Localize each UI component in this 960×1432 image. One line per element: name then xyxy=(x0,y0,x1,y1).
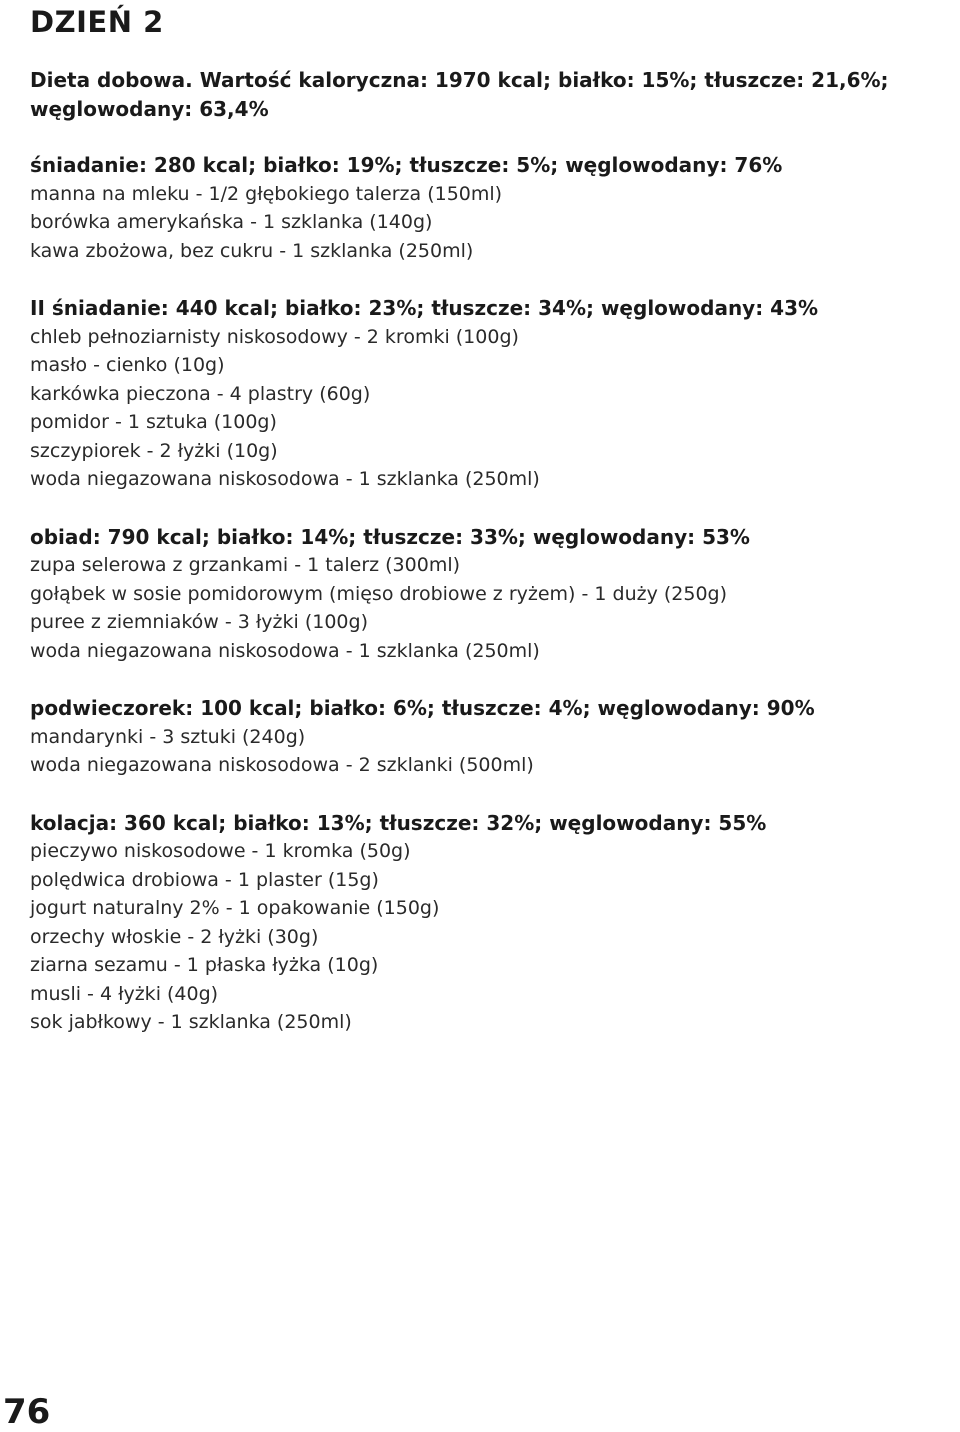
meal-item: puree z ziemniaków - 3 łyżki (100g) xyxy=(30,611,368,633)
meal-second-breakfast xyxy=(30,294,940,494)
meal-item: pomidor - 1 sztuka (100g) xyxy=(30,411,277,433)
meal-item: woda niegazowana niskosodowa - 2 szklanki (500ml) xyxy=(30,754,534,776)
page-number: 76 xyxy=(3,1392,51,1432)
meal-heading: śniadanie: 280 kcal; białko: 19%; tłuszcze: 5%; węglowodany: 76% xyxy=(30,153,783,177)
day-title: DZIEŃ 2 xyxy=(30,5,164,39)
meal-items xyxy=(30,551,940,665)
meal-item: karkówka pieczona - 4 plastry (60g) xyxy=(30,382,371,405)
meal-list xyxy=(30,151,940,1066)
meal-item: ziarna sezamu - 1 płaska łyżka (10g) xyxy=(30,954,379,976)
meal-item: manna na mleku - 1/2 głębokiego talerza (150ml) xyxy=(30,182,503,205)
meal-item: pieczywo niskosodowe - 1 kromka (50g) xyxy=(30,840,411,862)
meal-item: jogurt naturalny 2% - 1 opakowanie (150g) xyxy=(30,897,440,919)
meal-heading: II śniadanie: 440 kcal; białko: 23%; tłuszcze: 34%; węglowodany: 43% xyxy=(30,296,819,320)
meal-item: woda niegazowana niskosodowa - 1 szklanka (250ml) xyxy=(30,639,540,662)
meal-breakfast xyxy=(30,151,940,265)
meal-heading: podwieczorek: 100 kcal; białko: 6%; tłuszcze: 4%; węglowodany: 90% xyxy=(30,696,815,720)
meal-item: mandarynki - 3 sztuki (240g) xyxy=(30,725,306,748)
meal-item: szczypiorek - 2 łyżki (10g) xyxy=(30,439,278,462)
daily-summary: Dieta dobowa. Wartość kaloryczna: 1970 kcal; białko: 15%; tłuszcze: 21,6%; węglowodany: 63,4% xyxy=(30,68,889,121)
meal-heading: obiad: 790 kcal; białko: 14%; tłuszcze: 33%; węglowodany: 53% xyxy=(30,524,750,549)
meal-dinner xyxy=(30,809,940,1037)
meal-items xyxy=(30,323,940,494)
meal-items xyxy=(30,180,940,266)
meal-item: gołąbek w sosie pomidorowym (mięso drobiowe z ryżem) - 1 duży (250g) xyxy=(30,582,728,605)
meal-item: chleb pełnoziarnisty niskosodowy - 2 kromki (100g) xyxy=(30,325,519,348)
meal-item: kawa zbożowa, bez cukru - 1 szklanka (250ml) xyxy=(30,239,474,262)
meal-lunch xyxy=(30,523,940,666)
meal-items xyxy=(30,723,940,780)
meal-item: orzechy włoskie - 2 łyżki (30g) xyxy=(30,925,319,948)
meal-item: masło - cienko (10g) xyxy=(30,354,225,376)
meal-item: sok jabłkowy - 1 szklanka (250ml) xyxy=(30,1011,352,1033)
meal-items xyxy=(30,837,940,1037)
meal-item: zupa selerowa z grzankami - 1 talerz (300ml) xyxy=(30,554,461,576)
meal-item: musli - 4 łyżki (40g) xyxy=(30,982,219,1005)
meal-heading: kolacja: 360 kcal; białko: 13%; tłuszcze: 32%; węglowodany: 55% xyxy=(30,810,767,835)
meal-item: borówka amerykańska - 1 szklanka (140g) xyxy=(30,211,433,233)
meal-item: polędwica drobiowa - 1 plaster (15g) xyxy=(30,868,379,891)
meal-item: woda niegazowana niskosodowa - 1 szklanka (250ml) xyxy=(30,468,540,490)
meal-afternoon-snack xyxy=(30,694,940,780)
